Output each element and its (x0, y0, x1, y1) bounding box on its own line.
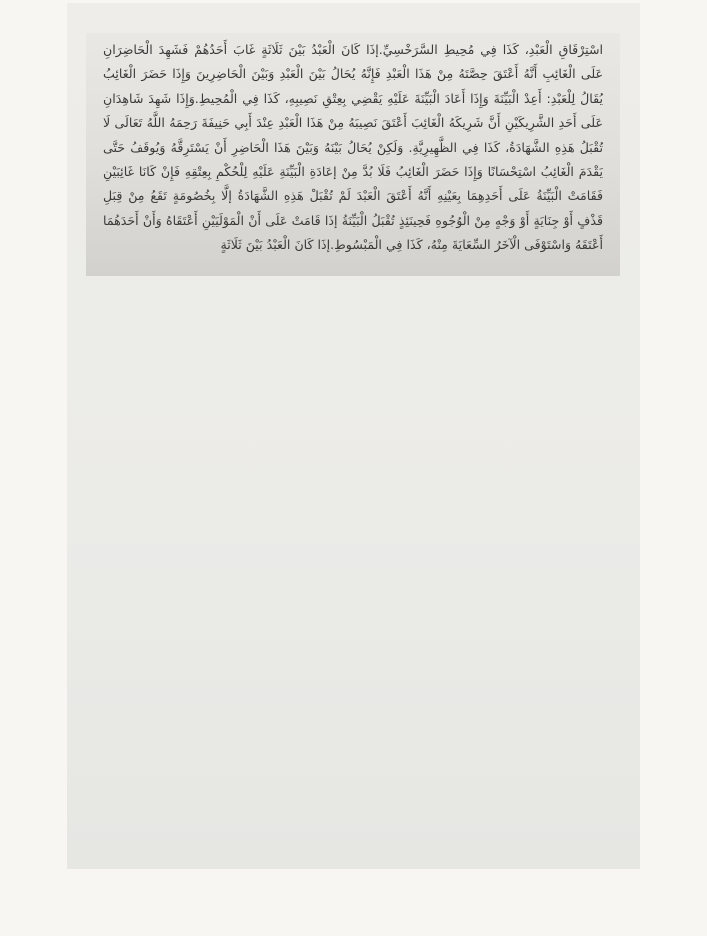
arabic-passage: اسْتِرْقَاقِ الْعَبْدِ، كَذَا فِي مُحِيطِ السَّرَخْسِيِّ.إذَا كَانَ الْعَبْدُ بَيْنَ ثَلَاثَةٍ غَابَ أَحَدُهُمْ فَشَهِدَ الْحَاضِرَانِ عَلَى الْغَائِبِ أَنَّهُ أَعْتَقَ حِصَّتَهُ مِنْ هَذَا الْعَبْدِ فَإِنَّهُ يُحَالُ بَيْنَ الْعَبْدِ وَبَيْنَ الْحَاضِرِينَ وَإِذَا حَضَرَ الْغَائِبُ يُقَالُ لِلْعَبْدِ: أَعِدْ الْبَيِّنَةَ وَإِذَا أَعَادَ الْبَيِّنَةَ عَلَيْهِ يَقْضِي بِعِتْقِ نَصِيبِهِ، كَذَا فِي الْمُحِيطِ.وَإِذَا شَهِدَ شَاهِدَانِ عَلَى أَحَدِ الشَّرِيكَيْنِ أَنَّ شَرِيكَهُ الْغَائِبَ أَعْتَقَ نَصِيبَهُ مِنْ هَذَا الْعَبْدِ عِنْدَ أَبِي حَنِيفَةَ رَحِمَهُ اللَّهُ تَعَالَى لَا تُقْبَلُ هَذِهِ الشَّهَادَةُ، كَذَا فِي الظَّهِيرِيَّةِ. وَلَكِنْ يُحَالُ بَيْنَهُ وَبَيْنَ هَذَا الْحَاضِرِ أَنْ يَسْتَرِقَّهُ وَيُوقَفُ حَتَّى يَقْدَمَ الْغَائِبُ اسْتِحْسَانًا وَإِذَا حَضَرَ الْغَائِبُ فَلَا بُدَّ مِنْ إعَادَةِ الْبَيِّنَةِ عَلَيْهِ لِلْحُكْمِ بِعِتْقِهِ فَإِنْ كَانَا غَائِبَيْنِ فَقَامَتْ الْبَيِّنَةُ عَلَى أَحَدِهِمَا بِعَيْنِهِ أَنَّهُ أَعْتَقَ الْعَبْدَ لَمْ تُقْبَلْ هَذِهِ الشَّهَادَةُ إلَّا بِخُصُومَةٍ تَقَعُ مِنْ قِبَلِ قَذْفٍ أَوْ جِنَايَةٍ أَوْ وَجْهٍ مِنْ الْوُجُوهِ فَحِينَئِذٍ تُقْبَلُ الْبَيِّنَةُ إذَا قَامَتْ عَلَى أَنْ الْمَوْلَيَيْنِ أَعْتَقَاهُ وَأَنْ أَحَدَهُمَا أَعْتَقَهُ وَاسْتَوْفَى الْآخَرُ السِّعَايَةَ مِنْهُ، كَذَا فِي الْمَبْسُوطِ.إذَا كَانَ الْعَبْدُ بَيْنَ ثَلَاثَةٍ (103, 42, 603, 253)
text-block (86, 33, 620, 276)
